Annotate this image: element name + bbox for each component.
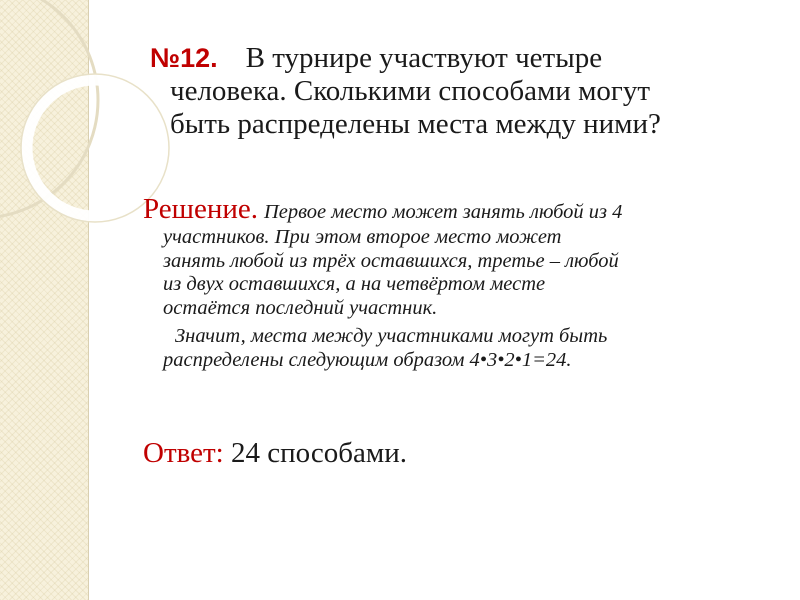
solution-heading: Решение. — [143, 193, 258, 225]
problem-line: человека. Сколькими способами могут — [170, 75, 651, 107]
answer-heading: Ответ: — [143, 437, 224, 469]
solution-line: занять любой из трёх оставшихся, третье – любой — [163, 249, 619, 272]
solution-line: Первое место может занять любой из 4 — [263, 201, 623, 223]
problem-line: быть распределены места между ними? — [170, 108, 661, 140]
solution-line: участников. При этом второе место может — [163, 226, 562, 248]
problem-statement — [150, 42, 770, 141]
solution-line: Значит, места между участниками могут быть — [175, 325, 608, 347]
problem-number: №12. — [150, 43, 218, 73]
solution-line: распределены следующим образом 4•3•2•1=24. — [163, 348, 572, 371]
answer-block — [143, 437, 407, 470]
solution-block — [143, 193, 773, 372]
solution-line: остаётся последний участник. — [163, 296, 438, 319]
problem-line — [150, 42, 770, 75]
solution-line: из двух оставшихся, а на четвёртом месте — [163, 273, 546, 295]
answer-text: 24 способами. — [223, 437, 407, 469]
problem-text: В турнире участвуют четыре — [245, 42, 603, 74]
